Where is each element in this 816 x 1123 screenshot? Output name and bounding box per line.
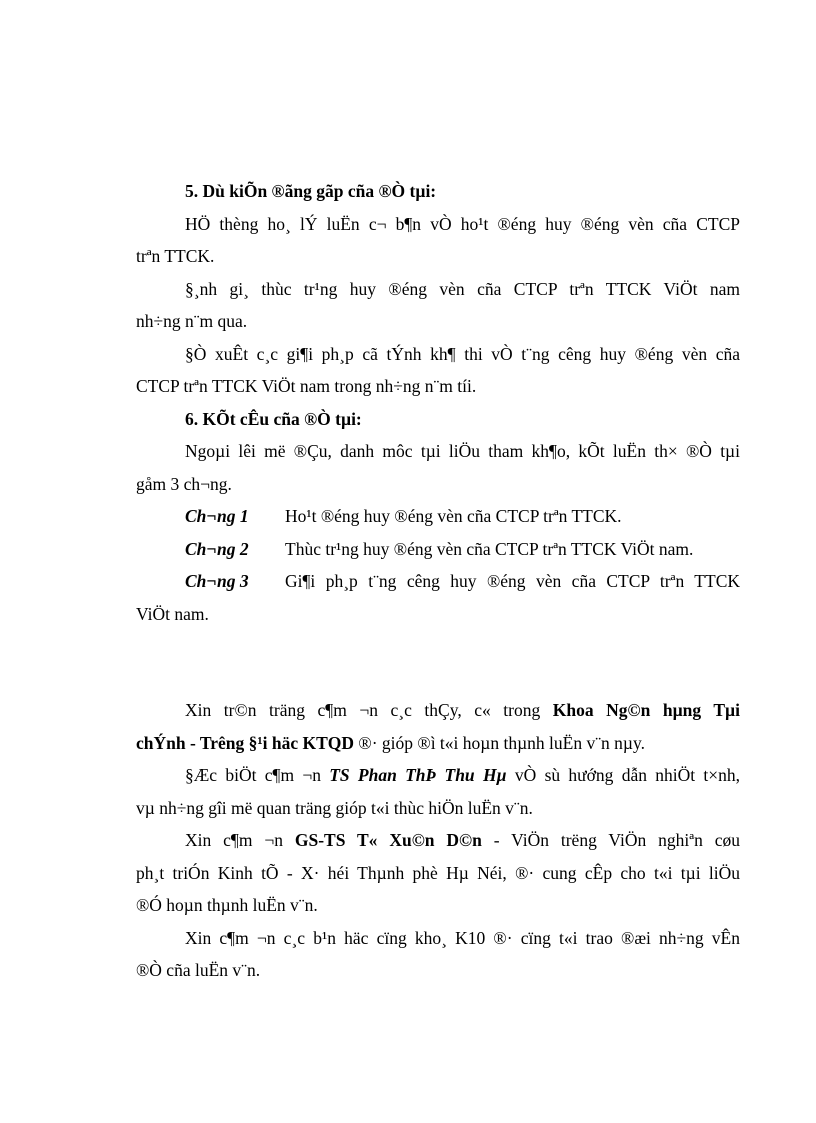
paragraph-line: §¸nh gi¸ thùc tr¹ng huy ®éng vèn cña CTCP trªn TTCK ViÖt nam — [185, 278, 740, 299]
chapter-item-3 — [136, 565, 740, 598]
section-5-heading: 5. Dù kiÕn ®ãng gãp cña ®Ò tµi: — [185, 181, 437, 201]
page-content — [136, 175, 740, 987]
acknowledgement-line: Xin c¶m ¬n c¸c b¹n häc cïng kho¸ K10 ®· cïng t«i trao ®æi nh÷ng vÊn — [185, 927, 740, 948]
chapter-label: Ch¬ng 2 — [185, 538, 249, 559]
paragraph-line: Ngoµi lêi më ®Çu, danh môc tµi liÖu tham kh¶o, kÕt luËn th× ®Ò tµi — [185, 441, 740, 461]
spacer — [136, 630, 740, 694]
chapter-label: Ch¬ng 3 — [185, 571, 249, 591]
ack-text: §Æc biÖt c¶m ¬n — [185, 765, 330, 785]
chapter-item-2 — [136, 533, 740, 566]
paragraph-line: HÖ thèng ho¸ lÝ luËn c¬ b¶n vÒ ho¹t ®éng huy ®éng vèn cña CTCP — [185, 213, 740, 234]
chapter-title: Ho¹t ®éng huy ®éng vèn cña CTCP trªn TTCK. — [285, 506, 622, 526]
paragraph-line: gåm 3 ch¬ng. — [136, 473, 232, 494]
chapter-title: Gi¶i ph¸p t¨ng cêng huy ®éng vèn cña CTCP trªn TTCK — [285, 571, 740, 591]
ack-text: Xin tr©n träng c¶m ¬n c¸c thÇy, c« trong — [185, 700, 553, 720]
chapter-title-continuation: ViÖt nam. — [136, 603, 209, 624]
chapter-item-1 — [136, 500, 740, 533]
acknowledgement-line — [136, 727, 740, 760]
acknowledgement-line — [136, 824, 740, 857]
ack-supervisor-name: TS Phan ThÞ Thu Hµ — [329, 765, 507, 785]
ack-faculty-name: Khoa Ng©n hµng Tµi — [552, 700, 741, 720]
ack-text: - ViÖn trëng ViÖn nghiªn cøu — [481, 830, 740, 850]
paragraph-line: trªn TTCK. — [136, 246, 215, 266]
acknowledgement-line: ph¸t triÓn Kinh tÕ - X· héi Thµnh phè Hµ Néi, ®· cung cÊp cho t«i tµi liÖu — [136, 862, 740, 883]
acknowledgement-line — [136, 759, 740, 792]
chapter-title: Thùc tr¹ng huy ®éng vèn cña CTCP trªn TTCK ViÖt nam. — [285, 538, 694, 559]
acknowledgement-line: ®Ó hoµn thµnh luËn v¨n. — [136, 895, 318, 915]
section-6-heading: 6. KÕt cÊu cña ®Ò tµi: — [185, 408, 362, 429]
paragraph-line: nh÷ng n¨m qua. — [136, 311, 248, 331]
ack-university-name: chÝnh - Trêng §¹i häc KTQD — [136, 732, 355, 753]
paragraph-line: §Ò xuÊt c¸c gi¶i ph¸p cã tÝnh kh¶ thi vÒ t¨ng cêng huy ®éng vèn cña — [185, 343, 740, 364]
ack-text: vÒ sù hướng dẫn nhiÖt t×nh, — [506, 765, 740, 785]
ack-text: Xin c¶m ¬n — [185, 830, 295, 850]
ack-professor-name: GS-TS T« Xu©n D©n — [294, 830, 482, 850]
acknowledgement-line: ®Ò cña luËn v¨n. — [136, 960, 261, 980]
chapter-label: Ch¬ng 1 — [185, 506, 249, 526]
paragraph-line: CTCP trªn TTCK ViÖt nam trong nh÷ng n¨m tíi. — [136, 376, 477, 396]
ack-text: ®· gióp ®ì t«i hoµn thµnh luËn v¨n nµy. — [354, 732, 646, 753]
acknowledgement-line — [136, 694, 740, 727]
acknowledgement-line: vµ nh÷ng gîi më quan träng gióp t«i thùc hiÖn luËn v¨n. — [136, 797, 533, 818]
